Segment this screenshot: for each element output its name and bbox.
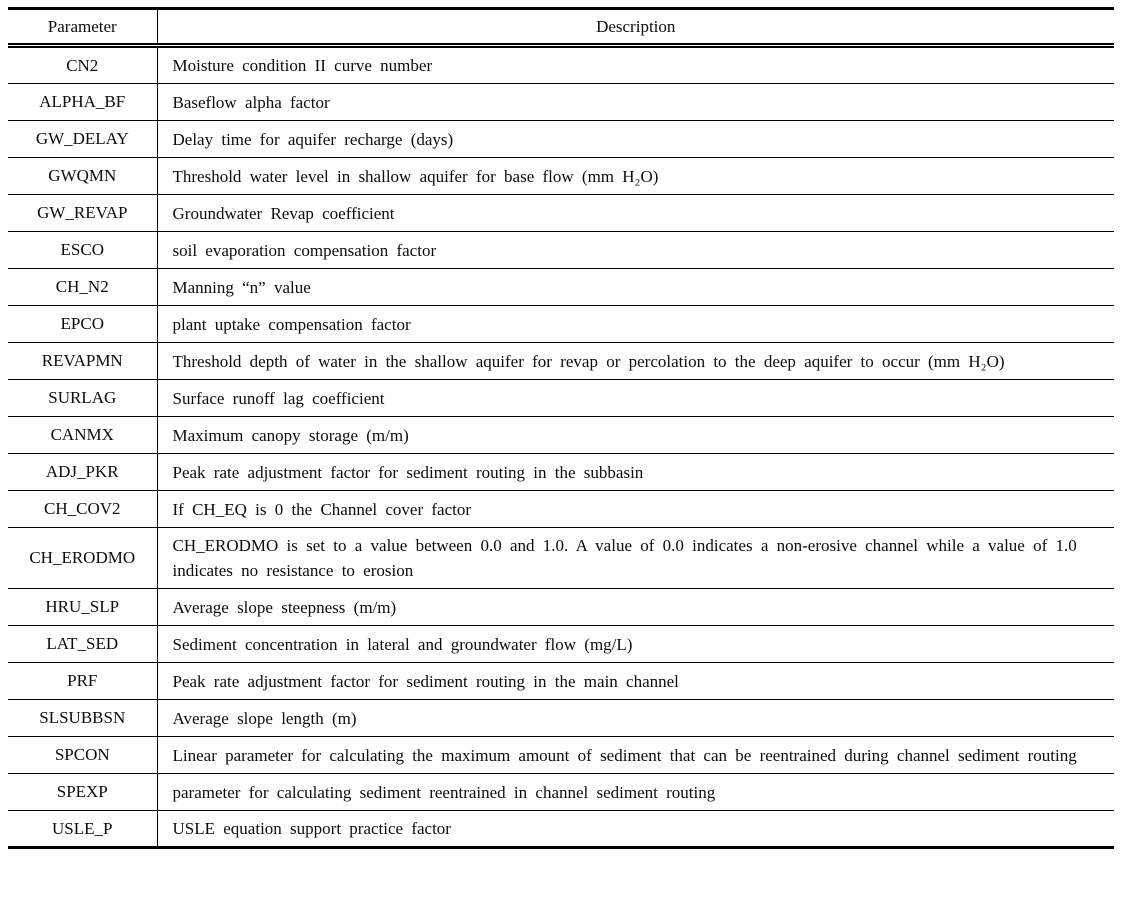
table-row [8,232,1114,269]
parameter-cell: HRU_SLP [8,589,157,626]
column-header-parameter: Parameter [8,9,157,46]
parameter-cell: CN2 [8,46,157,84]
description-cell: Threshold water level in shallow aquifer for base flow (mm H₂O) [157,158,1114,195]
parameter-cell: LAT_SED [8,626,157,663]
parameter-cell: EPCO [8,306,157,343]
description-cell: Moisture condition II curve number [157,46,1114,84]
description-cell: Maximum canopy storage (m/m) [157,417,1114,454]
table-row [8,774,1114,811]
parameter-cell: SPCON [8,737,157,774]
parameter-description-table [8,7,1114,849]
description-cell: plant uptake compensation factor [157,306,1114,343]
table-row [8,46,1114,84]
parameter-cell: GWQMN [8,158,157,195]
table-row [8,343,1114,380]
description-cell: Linear parameter for calculating the maximum amount of sediment that can be reentrained during channel sediment routing [157,737,1114,774]
table-row [8,380,1114,417]
table-row [8,269,1114,306]
description-cell: Surface runoff lag coefficient [157,380,1114,417]
table-row [8,589,1114,626]
description-cell: parameter for calculating sediment reentrained in channel sediment routing [157,774,1114,811]
description-cell: Baseflow alpha factor [157,84,1114,121]
parameter-cell: CH_COV2 [8,491,157,528]
description-cell: Threshold depth of water in the shallow aquifer for revap or percolation to the deep aquifer to occur (mm H₂O) [157,343,1114,380]
parameter-cell: SPEXP [8,774,157,811]
table-row [8,121,1114,158]
parameter-cell: ALPHA_BF [8,84,157,121]
parameter-cell: PRF [8,663,157,700]
description-cell: USLE equation support practice factor [157,811,1114,848]
table-row [8,491,1114,528]
description-cell: Average slope steepness (m/m) [157,589,1114,626]
parameter-cell: USLE_P [8,811,157,848]
table-row [8,417,1114,454]
description-cell: Sediment concentration in lateral and groundwater flow (mg/L) [157,626,1114,663]
parameter-cell: GW_REVAP [8,195,157,232]
table-row [8,737,1114,774]
table-header-row [8,9,1114,46]
table-row [8,626,1114,663]
parameter-cell: CANMX [8,417,157,454]
description-cell: CH_ERODMO is set to a value between 0.0 and 1.0. A value of 0.0 indicates a non-erosive channel while a value of 1.0 indicates no resistance to erosion [157,528,1114,589]
description-cell: Delay time for aquifer recharge (days) [157,121,1114,158]
description-cell: If CH_EQ is 0 the Channel cover factor [157,491,1114,528]
table-row [8,663,1114,700]
parameter-cell: CH_ERODMO [8,528,157,589]
description-cell: soil evaporation compensation factor [157,232,1114,269]
parameter-cell: SURLAG [8,380,157,417]
parameter-cell: REVAPMN [8,343,157,380]
table-row [8,811,1114,848]
parameter-cell: ADJ_PKR [8,454,157,491]
description-cell: Manning “n” value [157,269,1114,306]
column-header-description: Description [157,9,1114,46]
parameter-cell: CH_N2 [8,269,157,306]
table-row [8,528,1114,589]
table-body [8,46,1114,848]
parameter-cell: GW_DELAY [8,121,157,158]
table-row [8,158,1114,195]
table-row [8,195,1114,232]
table-row [8,306,1114,343]
description-cell: Groundwater Revap coefficient [157,195,1114,232]
table-row [8,84,1114,121]
parameter-cell: ESCO [8,232,157,269]
description-cell: Average slope length (m) [157,700,1114,737]
description-cell: Peak rate adjustment factor for sediment routing in the main channel [157,663,1114,700]
description-cell: Peak rate adjustment factor for sediment routing in the subbasin [157,454,1114,491]
table-row [8,700,1114,737]
table-row [8,454,1114,491]
parameter-cell: SLSUBBSN [8,700,157,737]
